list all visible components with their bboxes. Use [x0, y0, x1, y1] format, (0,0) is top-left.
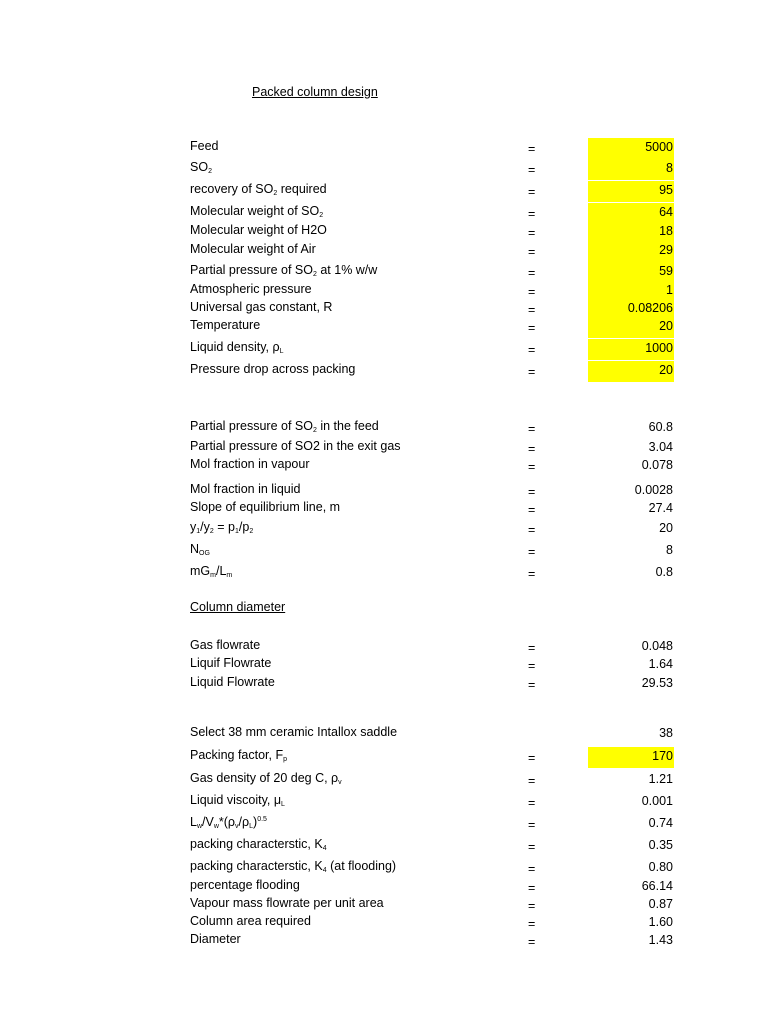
- packing-label: $L_w/V_w*(\rho_v/\rho_L)^{0.5}$: [190, 815, 267, 830]
- equals-sign: =: [528, 881, 536, 895]
- equals-sign: =: [528, 142, 536, 156]
- input-row: [0, 299, 768, 319]
- equals-sign: =: [528, 862, 536, 876]
- packing-value: 0.35: [648, 838, 673, 852]
- packing-row: [0, 836, 768, 856]
- equals-sign: =: [528, 659, 536, 673]
- result-value: 8: [666, 543, 673, 557]
- input-label: recovery of $SO_2$ required: [190, 182, 327, 197]
- result-row: [0, 481, 768, 501]
- equals-sign: =: [528, 245, 536, 259]
- packing-label: percentage flooding: [190, 878, 300, 892]
- equals-sign: =: [528, 365, 536, 379]
- packing-row: [0, 895, 768, 915]
- input-row: [0, 339, 768, 359]
- equals-sign: =: [528, 796, 536, 810]
- equals-sign: =: [528, 207, 536, 221]
- packing-row: [0, 747, 768, 767]
- result-row: [0, 519, 768, 539]
- equals-sign: =: [528, 935, 536, 949]
- input-value: 59: [588, 262, 674, 283]
- flow-value: 1.64: [648, 657, 673, 671]
- flow-row: [0, 655, 768, 675]
- input-value: 5000: [588, 138, 674, 159]
- result-row: [0, 499, 768, 519]
- input-value: 64: [588, 203, 674, 224]
- equals-sign: =: [528, 285, 536, 299]
- packing-label: packing characterstic, $K_4$ (at flooding): [190, 859, 397, 874]
- input-label: Atmospheric pressure: [190, 282, 312, 296]
- equals-sign: =: [528, 917, 536, 931]
- result-row: [0, 541, 768, 561]
- input-row: [0, 159, 768, 179]
- packing-label: Column area required: [190, 914, 311, 928]
- input-label: Feed: [190, 139, 219, 153]
- input-value: 20: [588, 317, 674, 338]
- input-row: [0, 181, 768, 201]
- equals-sign: =: [528, 163, 536, 177]
- input-value: 0.08206: [588, 299, 674, 320]
- equals-sign: =: [528, 321, 536, 335]
- input-value: 1: [588, 281, 674, 302]
- flow-row: [0, 674, 768, 694]
- equals-sign: =: [528, 422, 536, 436]
- equals-sign: =: [528, 840, 536, 854]
- input-row: [0, 222, 768, 242]
- section-column-diameter: Column diameter: [190, 600, 286, 614]
- flow-label: Liquid Flowrate: [190, 675, 275, 689]
- packing-label: Select 38 mm ceramic Intallox saddle: [190, 725, 398, 739]
- result-value: 60.8: [648, 420, 673, 434]
- flow-value: 0.048: [641, 639, 673, 653]
- equals-sign: =: [528, 226, 536, 240]
- equals-sign: =: [528, 343, 536, 357]
- packing-row: [0, 770, 768, 790]
- packing-row: [0, 724, 768, 744]
- packing-value: 1.21: [648, 772, 673, 786]
- result-label: $mG_m/L_m$: [190, 564, 233, 579]
- equals-sign: =: [528, 503, 536, 517]
- result-row: [0, 438, 768, 458]
- equals-sign: =: [528, 460, 536, 474]
- input-label: Partial pressure of $SO_2$ at 1% w/w: [190, 263, 378, 278]
- result-row: [0, 456, 768, 476]
- result-label: Mol fraction in liquid: [190, 482, 301, 496]
- result-row: [0, 563, 768, 583]
- input-value: 95: [588, 181, 674, 202]
- result-label: Mol fraction in vapour: [190, 457, 310, 471]
- flow-label: Liquif Flowrate: [190, 656, 272, 670]
- equals-sign: =: [528, 545, 536, 559]
- equals-sign: =: [528, 266, 536, 280]
- result-label: Partial pressure of $SO_2$ in the feed: [190, 419, 379, 434]
- packing-value: 1.60: [648, 915, 673, 929]
- input-label: Universal gas constant, R: [190, 300, 333, 314]
- packing-label: packing characterstic, $K_4$: [190, 837, 327, 852]
- input-row: [0, 138, 768, 158]
- flow-row: [0, 637, 768, 657]
- packing-row: [0, 792, 768, 812]
- input-value: 29: [588, 241, 674, 262]
- packing-value: 0.80: [648, 860, 673, 874]
- input-label: Molecular weight of $SO_2$: [190, 204, 324, 219]
- input-row: [0, 281, 768, 301]
- packing-label: Vapour mass flowrate per unit area: [190, 896, 384, 910]
- packing-label: Liquid viscoity, $\mu_L$: [190, 793, 285, 808]
- input-label: Temperature: [190, 318, 261, 332]
- input-row: [0, 241, 768, 261]
- equals-sign: =: [528, 523, 536, 537]
- equals-sign: =: [528, 185, 536, 199]
- result-row: [0, 418, 768, 438]
- input-label: Liquid density, $\rho_L$: [190, 340, 284, 355]
- input-row: [0, 203, 768, 223]
- input-value: 8: [588, 159, 674, 180]
- packing-row: [0, 931, 768, 951]
- input-label: Pressure drop across packing: [190, 362, 356, 376]
- equals-sign: =: [528, 899, 536, 913]
- equals-sign: =: [528, 678, 536, 692]
- packing-value: 1.43: [648, 933, 673, 947]
- packing-value: 0.74: [648, 816, 673, 830]
- packing-value: 0.001: [641, 794, 673, 808]
- input-row: [0, 262, 768, 282]
- result-label: Partial pressure of SO2 in the exit gas: [190, 439, 401, 453]
- packing-value: 170: [588, 747, 674, 768]
- result-label: $y_1/y_2 = p_1/p_2$: [190, 520, 254, 535]
- packing-value: 38: [659, 726, 673, 740]
- flow-label: Gas flowrate: [190, 638, 261, 652]
- input-value: 1000: [588, 339, 674, 360]
- equals-sign: =: [528, 442, 536, 456]
- input-label: Molecular weight of H2O: [190, 223, 327, 237]
- flow-value: 29.53: [641, 676, 673, 690]
- equals-sign: =: [528, 818, 536, 832]
- equals-sign: =: [528, 567, 536, 581]
- packing-row: [0, 858, 768, 878]
- packing-value: 0.87: [648, 897, 673, 911]
- packing-row: [0, 913, 768, 933]
- input-value: 18: [588, 222, 674, 243]
- input-value: 20: [588, 361, 674, 382]
- input-label: $SO_2$: [190, 160, 212, 175]
- equals-sign: =: [528, 774, 536, 788]
- page-title: Packed column design: [252, 85, 378, 99]
- packing-label: Packing factor, $F_p$: [190, 748, 288, 763]
- packing-label: Diameter: [190, 932, 241, 946]
- packing-row: [0, 814, 768, 834]
- input-row: [0, 361, 768, 381]
- equals-sign: =: [528, 485, 536, 499]
- input-row: [0, 317, 768, 337]
- result-value: 27.4: [648, 501, 673, 515]
- result-label: Slope of equilibrium line, m: [190, 500, 341, 514]
- result-value: 0.0028: [634, 483, 673, 497]
- result-value: 0.8: [655, 565, 673, 579]
- packing-value: 66.14: [641, 879, 673, 893]
- input-label: Molecular weight of Air: [190, 242, 316, 256]
- equals-sign: =: [528, 751, 536, 765]
- packing-label: Gas density of 20 deg C, $\rho_v$: [190, 771, 342, 786]
- result-value: 0.078: [641, 458, 673, 472]
- equals-sign: =: [528, 641, 536, 655]
- result-label: $N_{OG}$: [190, 542, 210, 557]
- result-value: 20: [659, 521, 673, 535]
- packing-row: [0, 877, 768, 897]
- equals-sign: =: [528, 303, 536, 317]
- result-value: 3.04: [648, 440, 673, 454]
